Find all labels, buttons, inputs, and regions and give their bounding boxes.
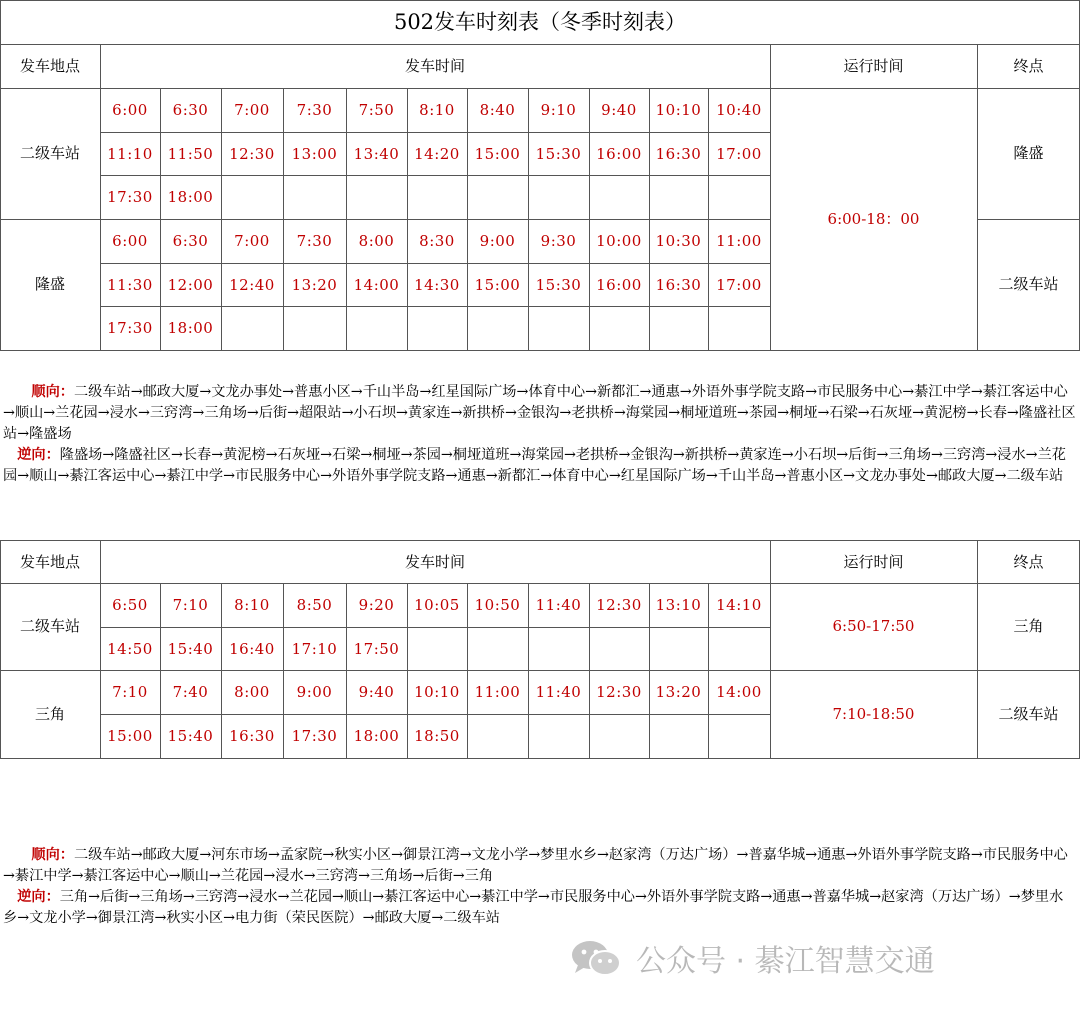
departure-time: 6:30 xyxy=(172,232,209,250)
departure-time: 7:40 xyxy=(172,683,209,701)
watermark xyxy=(570,938,935,978)
departure-time: 11:30 xyxy=(107,276,153,294)
wechat-icon xyxy=(570,938,622,978)
departure-time: 8:00 xyxy=(358,232,395,250)
departure-time: 10:30 xyxy=(655,232,702,250)
departure-time: 7:30 xyxy=(296,232,333,250)
table1-row1-origin: 二级车站 xyxy=(19,144,80,162)
page-title: 502发车时刻表（冬季时刻表） xyxy=(393,10,687,34)
departure-time: 17:50 xyxy=(353,640,400,658)
header-origin: 发车地点 xyxy=(19,57,80,75)
departure-time: 11:40 xyxy=(535,683,582,701)
table2-row1-origin: 二级车站 xyxy=(19,617,80,635)
departure-time: 8:10 xyxy=(234,596,270,614)
watermark-text: 公众号 · 綦江智慧交通 xyxy=(636,944,935,979)
departure-time: 16:00 xyxy=(596,276,642,294)
header-terminal: 终点 xyxy=(1013,57,1044,75)
departure-time: 15:00 xyxy=(474,276,521,294)
departure-time: 11:00 xyxy=(716,232,762,250)
route2-forward xyxy=(3,845,1077,887)
departure-time: 15:00 xyxy=(474,145,521,163)
departure-time: 11:00 xyxy=(474,683,521,701)
departure-time: 17:30 xyxy=(107,319,153,337)
departure-time: 15:00 xyxy=(107,727,153,745)
departure-time: 10:10 xyxy=(655,101,702,119)
header-times-2: 发车时间 xyxy=(404,553,465,571)
departure-time: 10:40 xyxy=(716,101,762,119)
departure-time: 16:30 xyxy=(655,276,702,294)
departure-time: 12:30 xyxy=(596,683,642,701)
table2-row2-runtime: 7:10-18:50 xyxy=(832,705,915,723)
departure-time: 7:00 xyxy=(234,232,270,250)
departure-time: 15:40 xyxy=(167,640,214,658)
departure-time: 9:00 xyxy=(479,232,516,250)
table1-runtime: 6:00-18：00 xyxy=(827,210,920,228)
header-times: 发车时间 xyxy=(404,57,465,75)
route1-description xyxy=(3,382,1077,487)
departure-time: 18:00 xyxy=(167,188,214,206)
departure-time: 6:00 xyxy=(112,232,148,250)
departure-time: 15:30 xyxy=(535,145,582,163)
departure-time: 12:30 xyxy=(229,145,275,163)
route1-reverse-label: 逆向： xyxy=(17,447,60,463)
table2-row2-terminal: 二级车站 xyxy=(998,705,1059,723)
departure-time: 14:00 xyxy=(353,276,400,294)
departure-time: 8:50 xyxy=(296,596,333,614)
departure-time: 12:00 xyxy=(167,276,214,294)
departure-time: 10:10 xyxy=(414,683,460,701)
route1-reverse-stops: 隆盛场→隆盛社区→长春→黄泥榜→石灰垭→石梁→桐垭→茶园→桐垭道班→海棠园→老拱桥→金银沟→新拱桥→黄家连→小石坝→后街→三角场→三窍湾→浸水→兰花园→顺山→綦江客运中心→綦江中学→市民服务中心→外语外事学院支路→通惠→新都汇→体育中心→红星国际广场→千山半岛→普惠小区→文龙办事处→邮政大厦→二级车站 xyxy=(3,447,1066,484)
table2-row1-terminal: 三角 xyxy=(1013,617,1044,635)
departure-time: 16:40 xyxy=(229,640,275,658)
header-terminal-2: 终点 xyxy=(1013,553,1044,571)
grid-line xyxy=(0,758,1080,759)
departure-time: 7:00 xyxy=(234,101,270,119)
table2-row2-origin: 三角 xyxy=(34,705,65,723)
route1-forward-label: 顺向： xyxy=(31,384,74,400)
departure-time: 11:10 xyxy=(107,145,153,163)
departure-time: 8:00 xyxy=(234,683,270,701)
departure-time: 16:30 xyxy=(229,727,275,745)
departure-time: 17:10 xyxy=(291,640,338,658)
route2-description xyxy=(3,845,1077,929)
route1-forward-stops: 二级车站→邮政大厦→文龙办事处→普惠小区→千山半岛→红星国际广场→体育中心→新都汇→通惠→外语外事学院支路→市民服务中心→綦江中学→綦江客运中心→顺山→兰花园→浸水→三窍湾→三角场→后街→超限站→小石坝→黄家连→新拱桥→金银沟→老拱桥→海棠园→桐垭道班→茶园→桐垭→石梁→石灰垭→黄泥榜→长春→隆盛社区站→隆盛场 xyxy=(3,384,1076,442)
departure-time: 13:00 xyxy=(291,145,338,163)
departure-time: 15:30 xyxy=(535,276,582,294)
departure-time: 18:00 xyxy=(167,319,214,337)
departure-time: 17:30 xyxy=(291,727,338,745)
departure-time: 14:00 xyxy=(716,683,762,701)
departure-time: 7:10 xyxy=(112,683,148,701)
grid-line xyxy=(0,0,1080,1)
departure-time: 9:20 xyxy=(358,596,395,614)
route2-reverse-label: 逆向： xyxy=(17,889,60,905)
route1-reverse xyxy=(3,445,1077,487)
table1-row2-terminal: 二级车站 xyxy=(998,275,1059,293)
departure-time: 12:30 xyxy=(596,596,642,614)
departure-time: 6:00 xyxy=(112,101,148,119)
header-runtime: 运行时间 xyxy=(843,57,904,75)
departure-time: 16:30 xyxy=(655,145,702,163)
route1-forward xyxy=(3,382,1077,445)
table1-row2-origin: 隆盛 xyxy=(34,275,65,293)
departure-time: 13:20 xyxy=(655,683,702,701)
departure-time: 15:40 xyxy=(167,727,214,745)
departure-time: 13:10 xyxy=(655,596,702,614)
route2-forward-stops: 二级车站→邮政大厦→河东市场→孟家院→秋实小区→御景江湾→文龙小学→梦里水乡→赵家湾（万达广场）→普嘉华城→通惠→外语外事学院支路→市民服务中心→綦江中学→綦江客运中心→顺山→兰花园→浸水→三窍湾→三角场→后街→三角 xyxy=(3,847,1068,884)
departure-time: 18:00 xyxy=(353,727,400,745)
departure-time: 10:05 xyxy=(414,596,460,614)
table1-row1-terminal: 隆盛 xyxy=(1013,144,1044,162)
departure-time: 18:50 xyxy=(414,727,460,745)
departure-time: 9:40 xyxy=(358,683,395,701)
departure-time: 7:10 xyxy=(172,596,209,614)
header-runtime-2: 运行时间 xyxy=(843,553,904,571)
departure-time: 7:50 xyxy=(358,101,395,119)
table2-row1-runtime: 6:50-17:50 xyxy=(832,617,915,635)
departure-time: 10:50 xyxy=(474,596,521,614)
departure-time: 11:40 xyxy=(535,596,582,614)
departure-time: 8:30 xyxy=(419,232,455,250)
route2-reverse-stops: 三角→后街→三角场→三窍湾→浸水→兰花园→顺山→綦江客运中心→綦江中学→市民服务中心→外语外事学院支路→通惠→普嘉华城→赵家湾（万达广场）→梦里水乡→文龙小学→御景江湾→秋实小区→电力街（荣民医院）→邮政大厦→二级车站 xyxy=(3,889,1064,926)
departure-time: 13:40 xyxy=(353,145,400,163)
departure-time: 11:50 xyxy=(167,145,214,163)
departure-time: 14:50 xyxy=(107,640,153,658)
departure-time: 9:00 xyxy=(296,683,333,701)
departure-time: 16:00 xyxy=(596,145,642,163)
departure-time: 9:10 xyxy=(540,101,577,119)
route2-forward-label: 顺向： xyxy=(31,847,74,863)
departure-time: 9:40 xyxy=(601,101,637,119)
grid-line xyxy=(0,350,1080,351)
departure-time: 10:00 xyxy=(596,232,642,250)
departure-time: 8:10 xyxy=(419,101,455,119)
departure-time: 13:20 xyxy=(291,276,338,294)
route2-reverse xyxy=(3,887,1077,929)
departure-time: 14:30 xyxy=(414,276,460,294)
departure-time: 7:30 xyxy=(296,101,333,119)
departure-time: 6:50 xyxy=(112,596,148,614)
departure-time: 17:00 xyxy=(716,276,762,294)
departure-time: 12:40 xyxy=(229,276,275,294)
departure-time: 17:30 xyxy=(107,188,153,206)
departure-time: 17:00 xyxy=(716,145,762,163)
departure-time: 8:40 xyxy=(479,101,516,119)
departure-time: 6:30 xyxy=(172,101,209,119)
departure-time: 14:20 xyxy=(414,145,460,163)
header-origin-2: 发车地点 xyxy=(19,553,80,571)
departure-time: 14:10 xyxy=(716,596,762,614)
departure-time: 9:30 xyxy=(540,232,577,250)
